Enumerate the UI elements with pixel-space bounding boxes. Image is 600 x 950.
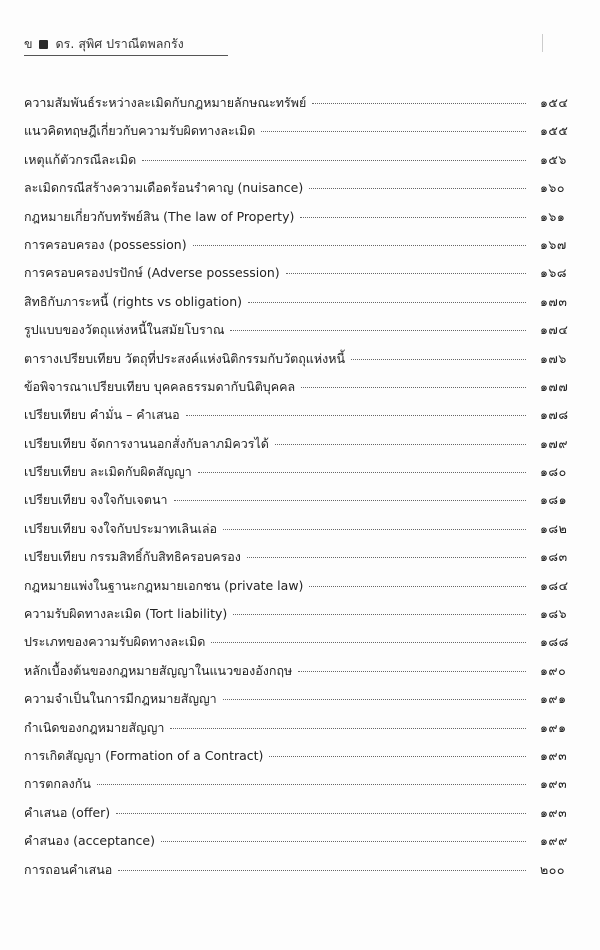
toc-entry-title: การครอบครองปรปักษ์ (Adverse possession) xyxy=(24,265,280,281)
toc-entry-page-number: ๑๘๑ xyxy=(540,492,568,508)
toc-entry-page-number: ๑๗๘ xyxy=(540,407,569,423)
running-header xyxy=(24,34,184,54)
toc-entry xyxy=(24,576,592,604)
toc-entry xyxy=(24,490,592,518)
table-of-contents xyxy=(24,93,592,888)
toc-entry xyxy=(24,746,592,774)
toc-entry-title: หลักเบื้องต้นของกฎหมายสัญญาในแนวของอังกฤษ xyxy=(24,662,293,678)
toc-entry-page-number: ๑๙๑ xyxy=(540,691,567,707)
toc-entry xyxy=(24,462,592,490)
toc-entry-page-number: ๑๗๓ xyxy=(540,293,568,309)
dot-leader xyxy=(301,387,526,388)
dot-leader xyxy=(118,870,526,871)
dot-leader xyxy=(198,472,526,473)
square-bullet-icon xyxy=(39,40,48,49)
header-rule xyxy=(24,55,228,56)
toc-entry-page-number: ๑๙๙ xyxy=(540,833,568,849)
dot-leader xyxy=(247,557,526,558)
toc-entry-page-number: ๑๙๓ xyxy=(540,776,568,792)
toc-entry xyxy=(24,93,592,121)
toc-entry xyxy=(24,689,592,717)
toc-entry-page-number: ๑๕๖ xyxy=(540,151,567,167)
toc-entry-page-number: ๑๗๗ xyxy=(540,378,569,394)
toc-entry xyxy=(24,718,592,746)
toc-entry-title: เปรียบเทียบ กรรมสิทธิ์กับสิทธิครอบครอง xyxy=(24,549,241,565)
dot-leader xyxy=(261,131,526,132)
toc-entry-title: เปรียบเทียบ ละเมิดกับผิดสัญญา xyxy=(24,464,192,480)
dot-leader xyxy=(161,841,526,842)
toc-entry xyxy=(24,774,592,802)
toc-entry-title: แนวคิดทฤษฎีเกี่ยวกับความรับผิดทางละเมิด xyxy=(24,123,256,139)
dot-leader xyxy=(309,188,526,189)
toc-entry xyxy=(24,434,592,462)
toc-entry-title: สิทธิกับภาระหนี้ (rights vs obligation) xyxy=(24,293,243,309)
dot-leader xyxy=(97,784,526,785)
toc-entry xyxy=(24,661,592,689)
toc-entry xyxy=(24,405,592,433)
toc-entry-page-number: ๑๘๖ xyxy=(540,606,568,622)
dot-leader xyxy=(211,642,526,643)
toc-entry xyxy=(24,121,592,149)
dot-leader xyxy=(174,500,526,501)
toc-entry-page-number: ๑๗๙ xyxy=(540,435,568,451)
toc-entry-title: การถอนคำเสนอ xyxy=(24,861,113,877)
page-edge-mark xyxy=(542,34,543,52)
toc-entry-page-number: ๑๖๐ xyxy=(540,180,565,196)
dot-leader xyxy=(351,359,526,360)
toc-entry xyxy=(24,349,592,377)
dot-leader xyxy=(300,217,526,218)
toc-entry xyxy=(24,263,592,291)
dot-leader xyxy=(193,245,526,246)
toc-entry-title: ประเภทของความรับผิดทางละเมิด xyxy=(24,634,206,650)
header-page-number: ข xyxy=(24,36,33,51)
toc-entry-title: การเกิดสัญญา (Formation of a Contract) xyxy=(24,747,264,763)
dot-leader xyxy=(233,614,526,615)
toc-entry xyxy=(24,519,592,547)
toc-entry-title: ความรับผิดทางละเมิด (Tort liability) xyxy=(24,606,228,622)
toc-entry xyxy=(24,604,592,632)
toc-entry-page-number: ๑๗๔ xyxy=(540,322,569,338)
toc-entry-title: ความสัมพันธ์ระหว่างละเมิดกับกฎหมายลักษณะทรัพย์ xyxy=(24,95,307,110)
toc-entry-page-number: ๑๙๑ xyxy=(540,719,567,735)
dot-leader xyxy=(286,273,526,274)
dot-leader xyxy=(223,529,526,530)
toc-entry-title: เปรียบเทียบ คำมั่น – คำเสนอ xyxy=(24,407,180,423)
toc-entry xyxy=(24,632,592,660)
toc-entry-page-number: ๑๕๔ xyxy=(540,95,569,110)
toc-entry-title: กำเนิดของกฎหมายสัญญา xyxy=(24,719,165,735)
toc-entry xyxy=(24,207,592,235)
toc-entry-page-number: ๑๘๒ xyxy=(540,520,568,536)
toc-entry xyxy=(24,178,592,206)
toc-entry xyxy=(24,150,592,178)
toc-entry-title: การครอบครอง (possession) xyxy=(24,236,187,252)
toc-entry xyxy=(24,860,592,888)
toc-entry-title: รูปแบบของวัตถุแห่งหนี้ในสมัยโบราณ xyxy=(24,322,225,338)
toc-entry-title: ความจำเป็นในการมีกฎหมายสัญญา xyxy=(24,691,217,707)
toc-entry xyxy=(24,803,592,831)
toc-entry-page-number: ๑๗๖ xyxy=(540,350,567,366)
toc-entry-title: ตารางเปรียบเทียบ วัตถุที่ประสงค์แห่งนิติกรรมกับวัตถุแห่งหนี้ xyxy=(24,350,345,366)
dot-leader xyxy=(230,330,526,331)
toc-entry-title: เปรียบเทียบ จงใจกับเจตนา xyxy=(24,492,168,508)
toc-entry-page-number: ๑๙๓ xyxy=(540,804,568,820)
dot-leader xyxy=(275,444,526,445)
toc-entry-page-number: ๑๘๐ xyxy=(540,464,567,480)
toc-entry-title: ละเมิดกรณีสร้างความเดือดร้อนรำคาญ (nuisance) xyxy=(24,180,304,196)
toc-entry-page-number: ๑๖๘ xyxy=(540,265,568,281)
toc-entry-title: คำสนอง (acceptance) xyxy=(24,833,155,849)
dot-leader xyxy=(298,671,526,672)
toc-entry xyxy=(24,547,592,575)
toc-entry xyxy=(24,320,592,348)
toc-entry-page-number: ๑๖๗ xyxy=(540,236,567,252)
toc-entry-title: ข้อพิจารณาเปรียบเทียบ บุคคลธรรมดากับนิติบุคคล xyxy=(24,378,296,394)
toc-entry-title: คำเสนอ (offer) xyxy=(24,804,111,820)
toc-entry-title: เหตุแก้ตัวกรณีละเมิด xyxy=(24,151,137,167)
dot-leader xyxy=(312,103,526,104)
toc-entry-page-number: ๑๙๐ xyxy=(540,662,567,678)
dot-leader xyxy=(248,302,526,303)
toc-entry-title: กฎหมายแพ่งในฐานะกฎหมายเอกชน (private law) xyxy=(24,577,304,593)
toc-entry-title: เปรียบเทียบ จงใจกับประมาทเลินเล่อ xyxy=(24,520,218,536)
toc-entry-title: กฎหมายเกี่ยวกับทรัพย์สิน (The law of Property) xyxy=(24,208,295,224)
toc-entry-page-number: ๑๘๓ xyxy=(540,549,568,565)
toc-entry-page-number: ๑๘๔ xyxy=(540,577,569,593)
toc-entry xyxy=(24,377,592,405)
dot-leader xyxy=(116,813,526,814)
toc-entry-page-number: ๑๕๕ xyxy=(540,123,569,139)
toc-entry-page-number: ๑๘๘ xyxy=(540,634,569,650)
dot-leader xyxy=(223,699,526,700)
toc-entry-page-number: ๑๙๓ xyxy=(540,747,568,763)
toc-entry-page-number: ๒๐๐ xyxy=(540,861,565,877)
dot-leader xyxy=(309,586,526,587)
header-author: ดร. สุพิศ ปราณีตพลกรัง xyxy=(55,36,184,51)
dot-leader xyxy=(142,160,526,161)
toc-entry-title: เปรียบเทียบ จัดการงานนอกสั่งกับลาภมิควรได้ xyxy=(24,435,269,451)
dot-leader xyxy=(186,415,526,416)
toc-entry xyxy=(24,831,592,859)
toc-entry xyxy=(24,235,592,263)
dot-leader xyxy=(269,756,526,757)
toc-entry xyxy=(24,292,592,320)
toc-entry-page-number: ๑๖๑ xyxy=(540,208,566,224)
dot-leader xyxy=(170,728,526,729)
toc-entry-title: การตกลงกัน xyxy=(24,776,91,792)
